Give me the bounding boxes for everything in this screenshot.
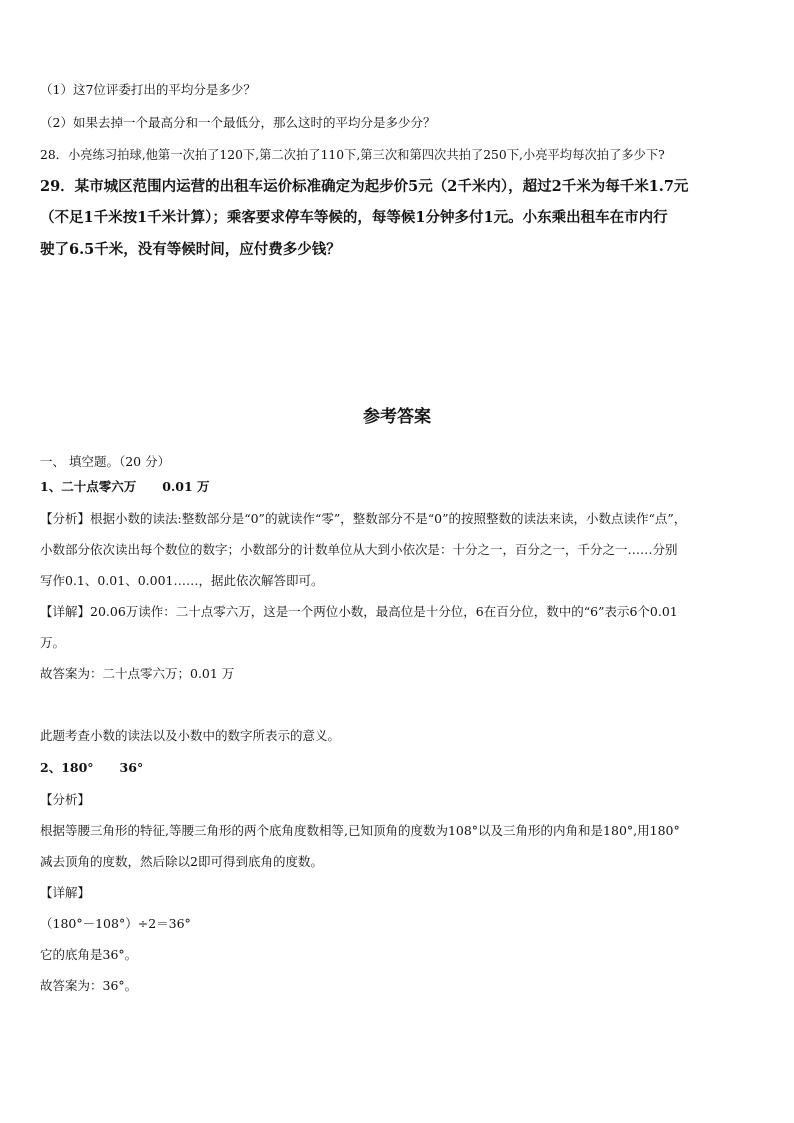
question-29-line-1: 29．某市城区范围内运营的出租车运价标准确定为起步价5元（2千米内），超过2千米为每千米1.7元	[40, 178, 689, 195]
section-1-heading: 一、 填空题。（20 分）	[40, 454, 171, 469]
answer-1-value: 0.01 万	[162, 479, 210, 494]
answer-1-detail-line-2: 万。	[40, 635, 66, 650]
answer-1-analysis-line-1: 【分析】根据小数的读法:整数部分是“0”的就读作“零”，整数部分不是“0”的按照整数的读法来读，小数点读作“点”，	[40, 511, 687, 526]
question-29-line-2: （不足1千米按1千米计算）；乘客要求停车等候的，每等候1分钟多付1元。小东乘出租车在市内行	[40, 209, 668, 226]
answer-1-note: 此题考查小数的读法以及小数中的数字所表示的意义。	[40, 728, 341, 743]
answer-2-final: 故答案为：36°。	[40, 978, 138, 993]
answer-1-heading	[40, 479, 210, 495]
answer-2-number-text: 2、180°	[40, 760, 94, 775]
question-27-part-2: （2）如果去掉一个最高分和一个最低分，那么这时的平均分是多少分？	[40, 115, 436, 130]
answer-1-detail-line-1: 【详解】20.06万读作：二十点零六万，这是一个两位小数，最高位是十分位，6在百分位，数中的“6”表示6个0.01	[40, 604, 678, 619]
answer-2-value: 36°	[119, 760, 144, 775]
answer-1-final: 故答案为：二十点零六万；0.01 万	[40, 666, 235, 681]
answer-1-analysis-line-2: 小数部分依次读出每个数位的数字；小数部分的计数单位从大到小依次是：十分之一，百分之一，千分之一……分别	[40, 542, 678, 557]
answer-2-detail-label: 【详解】	[40, 885, 91, 900]
question-28: 28．小亮练习拍球,他第一次拍了120下,第二次拍了110下,第三次和第四次共拍了250下,小亮平均每次拍了多少下?	[40, 148, 665, 162]
answer-2-analysis-line-2: 减去顶角的度数，然后除以2即可得到底角的度数。	[40, 854, 323, 869]
answer-2-calculation: （180°－108°）÷2＝36°	[40, 916, 191, 931]
question-27-part-1: （1）这7位评委打出的平均分是多少？	[40, 82, 256, 97]
answer-2-result: 它的底角是36°。	[40, 947, 138, 962]
answer-2-analysis-label: 【分析】	[40, 792, 91, 807]
answer-2-heading	[40, 760, 143, 776]
answers-title: 参考答案	[363, 407, 431, 427]
answer-2-analysis-line-1: 根据等腰三角形的特征,等腰三角形的两个底角度数相等,已知顶角的度数为108°以及三角形的内角和是180°,用180°	[40, 823, 680, 838]
answer-1-number-text: 1、二十点零六万	[40, 479, 137, 494]
question-29-line-3: 驶了6.5千米，没有等候时间，应付费多少钱？	[40, 241, 341, 258]
answer-1-analysis-line-3: 写作0.1、0.01、0.001……，据此依次解答即可。	[40, 573, 324, 588]
